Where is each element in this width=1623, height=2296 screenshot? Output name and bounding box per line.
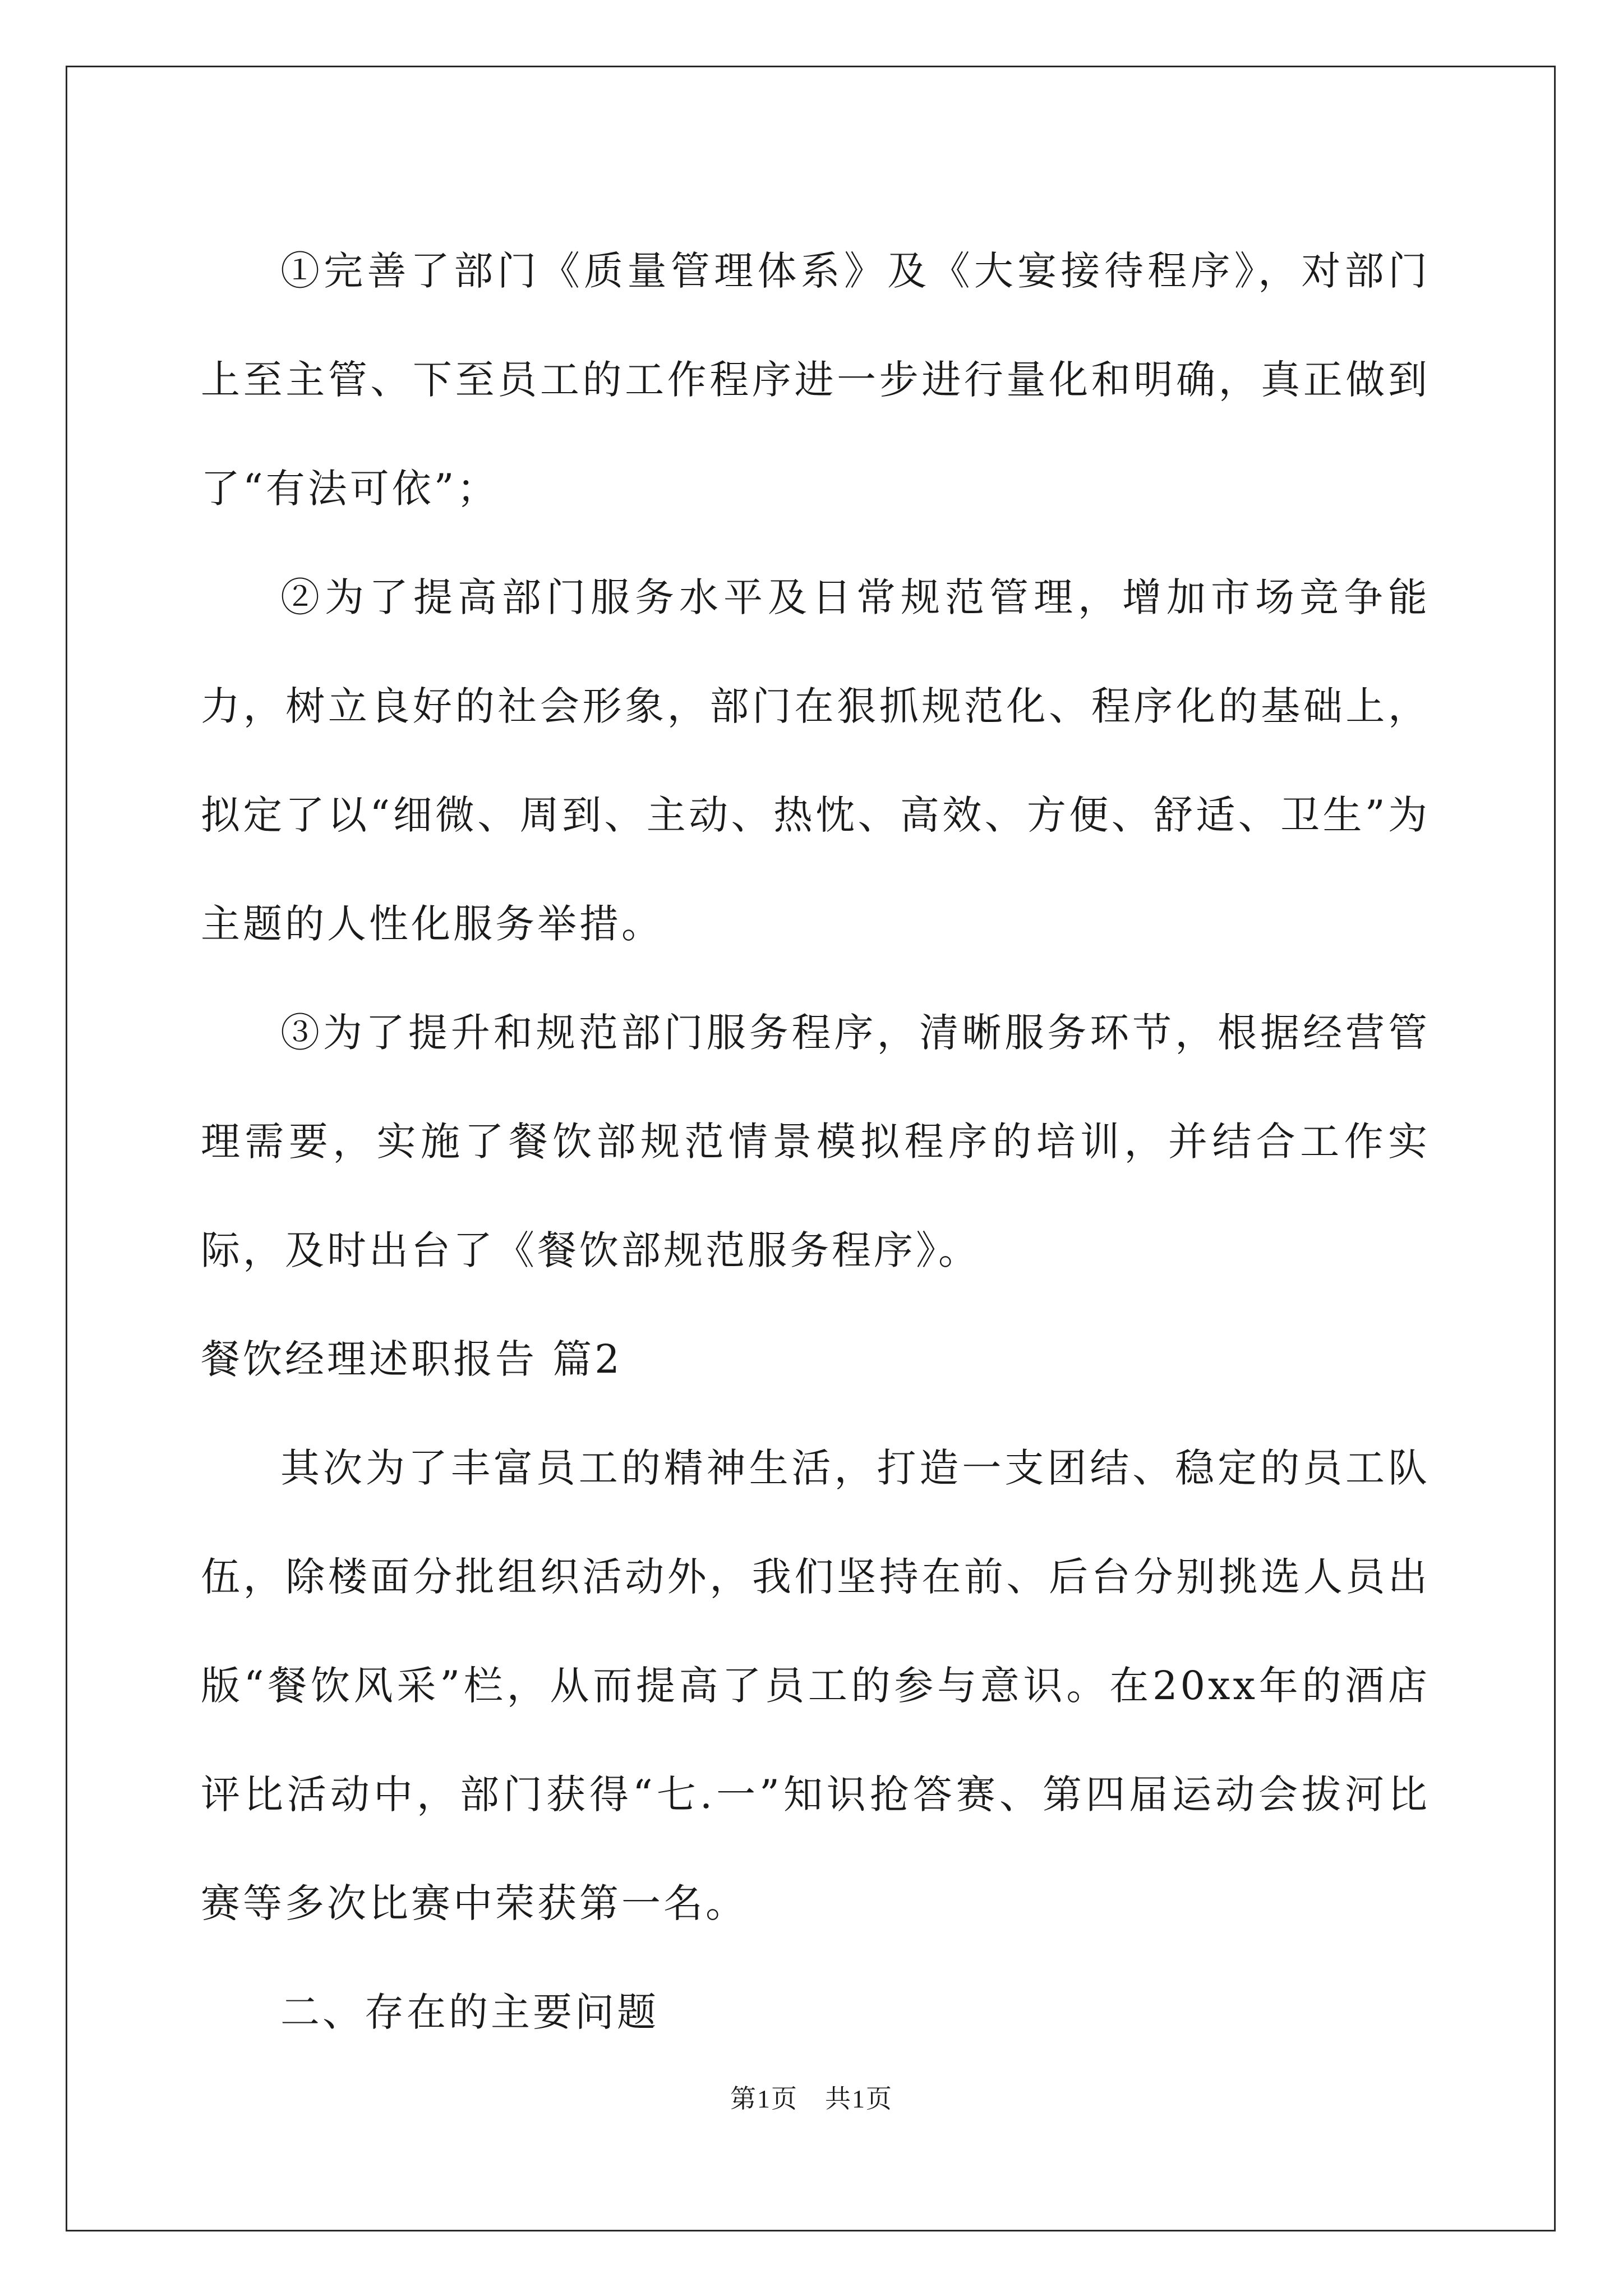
page-number-total: 共1页	[825, 2085, 893, 2113]
page-number-current: 第1页	[730, 2085, 798, 2113]
paragraph-quality-system: ①完善了部门《质量管理体系》及《大宴接待程序》，对部门上至主管、下至员工的工作程序进一步进行量化和明确，真正做到了“有法可依”；	[201, 248, 1430, 512]
paragraph-staff-activities: 其次为了丰富员工的精神生活，打造一支团结、稳定的员工队伍，除楼面分批组织活动外，我们坚持在前、后台分别挑选人员出版“餐饮风采”栏，从而提高了员工的参与意识。在20xx年的酒店评比活动中，部门获得“七.一”知识抢答赛、第四届运动会拔河比赛等多次比赛中荣获第一名。	[201, 1445, 1430, 1926]
section-title: 餐饮经理述职报告 篇2	[201, 1336, 623, 1382]
page-footer	[0, 2078, 1623, 2115]
paragraph-service-measures: ②为了提高部门服务水平及日常规范管理，增加市场竞争能力，树立良好的社会形象，部门在狠抓规范化、程序化的基础上，拟定了以“细微、周到、主动、热忱、高效、方便、舒适、卫生”为主题的人性化服务举措。	[201, 574, 1430, 947]
document-body	[201, 217, 1430, 2067]
paragraph-service-procedures: ③为了提升和规范部门服务程序，清晰服务环节，根据经营管理需要，实施了餐饮部规范情景模拟程序的培训，并结合工作实际，及时出台了《餐饮部规范服务程序》。	[201, 1010, 1430, 1273]
subheading-main-problems: 二、存在的主要问题	[280, 1989, 659, 2035]
